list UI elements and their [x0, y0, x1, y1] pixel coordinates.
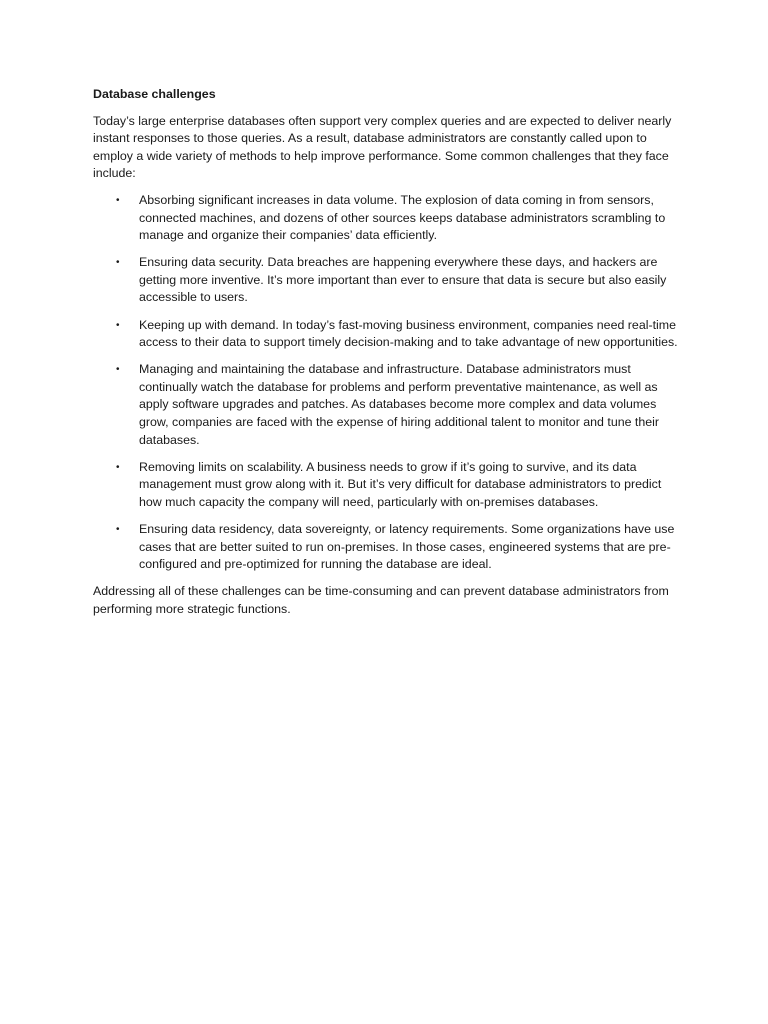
bullet-icon: •: [116, 194, 120, 206]
list-item: [93, 317, 683, 352]
list-item-text: Managing and maintaining the database and infrastructure. Database administrators must continually watch the database for problems and perform preventative maintenance, as well as apply software upgrades and patches. As databases become more complex and data volumes grow, companies are faced with the expense of hiring additional talent to monitor and tune their databases.: [139, 362, 660, 447]
intro-paragraph: Today’s large enterprise databases often support very complex queries and are expected to deliver nearly instant responses to those queries. As a result, database administrators are constantly called upon to employ a wide variety of methods to help improve performance. Some common challenges that they face include:: [93, 113, 672, 181]
document-page: [93, 86, 683, 627]
list-item: [93, 192, 683, 245]
bullet-icon: •: [116, 257, 120, 269]
bullet-icon: •: [116, 461, 120, 473]
list-item: [93, 459, 683, 512]
list-item-text: Absorbing significant increases in data volume. The explosion of data coming in from sensors, connected machines, and dozens of other sources keeps database administrators scrambling to manage and organize their companies’ data efficiently.: [139, 192, 666, 243]
list-item-text: Ensuring data residency, data sovereignty, or latency requirements. Some organizations have use cases that are better suited to run on-premises. In those cases, engineered systems that are pre-configured and pre-optimized for running the database are ideal.: [139, 521, 675, 572]
list-item-text: Removing limits on scalability. A business needs to grow if it’s going to survive, and its data management must grow along with it. But it’s very difficult for database administrators to predict how much capacity the company will need, particularly with on-premises databases.: [139, 459, 662, 509]
bullet-icon: •: [116, 319, 120, 331]
list-item-text: Keeping up with demand. In today’s fast-moving business environment, companies need real-time access to their data to support timely decision-making and to take advantage of new opportunities.: [139, 317, 678, 350]
list-item: [93, 521, 683, 574]
challenges-list: [93, 192, 683, 574]
list-item-text: Ensuring data security. Data breaches are happening everywhere these days, and hackers are getting more inventive. It’s more important than ever to ensure that data is secure but also easily accessible to users.: [139, 255, 667, 305]
bullet-icon: •: [116, 523, 120, 535]
list-item: [93, 361, 683, 449]
conclusion-paragraph: Addressing all of these challenges can be time-consuming and can prevent database administrators from performing more strategic functions.: [93, 584, 669, 616]
bullet-icon: •: [116, 364, 120, 376]
list-item: [93, 254, 683, 307]
section-heading: Database challenges: [93, 87, 216, 101]
